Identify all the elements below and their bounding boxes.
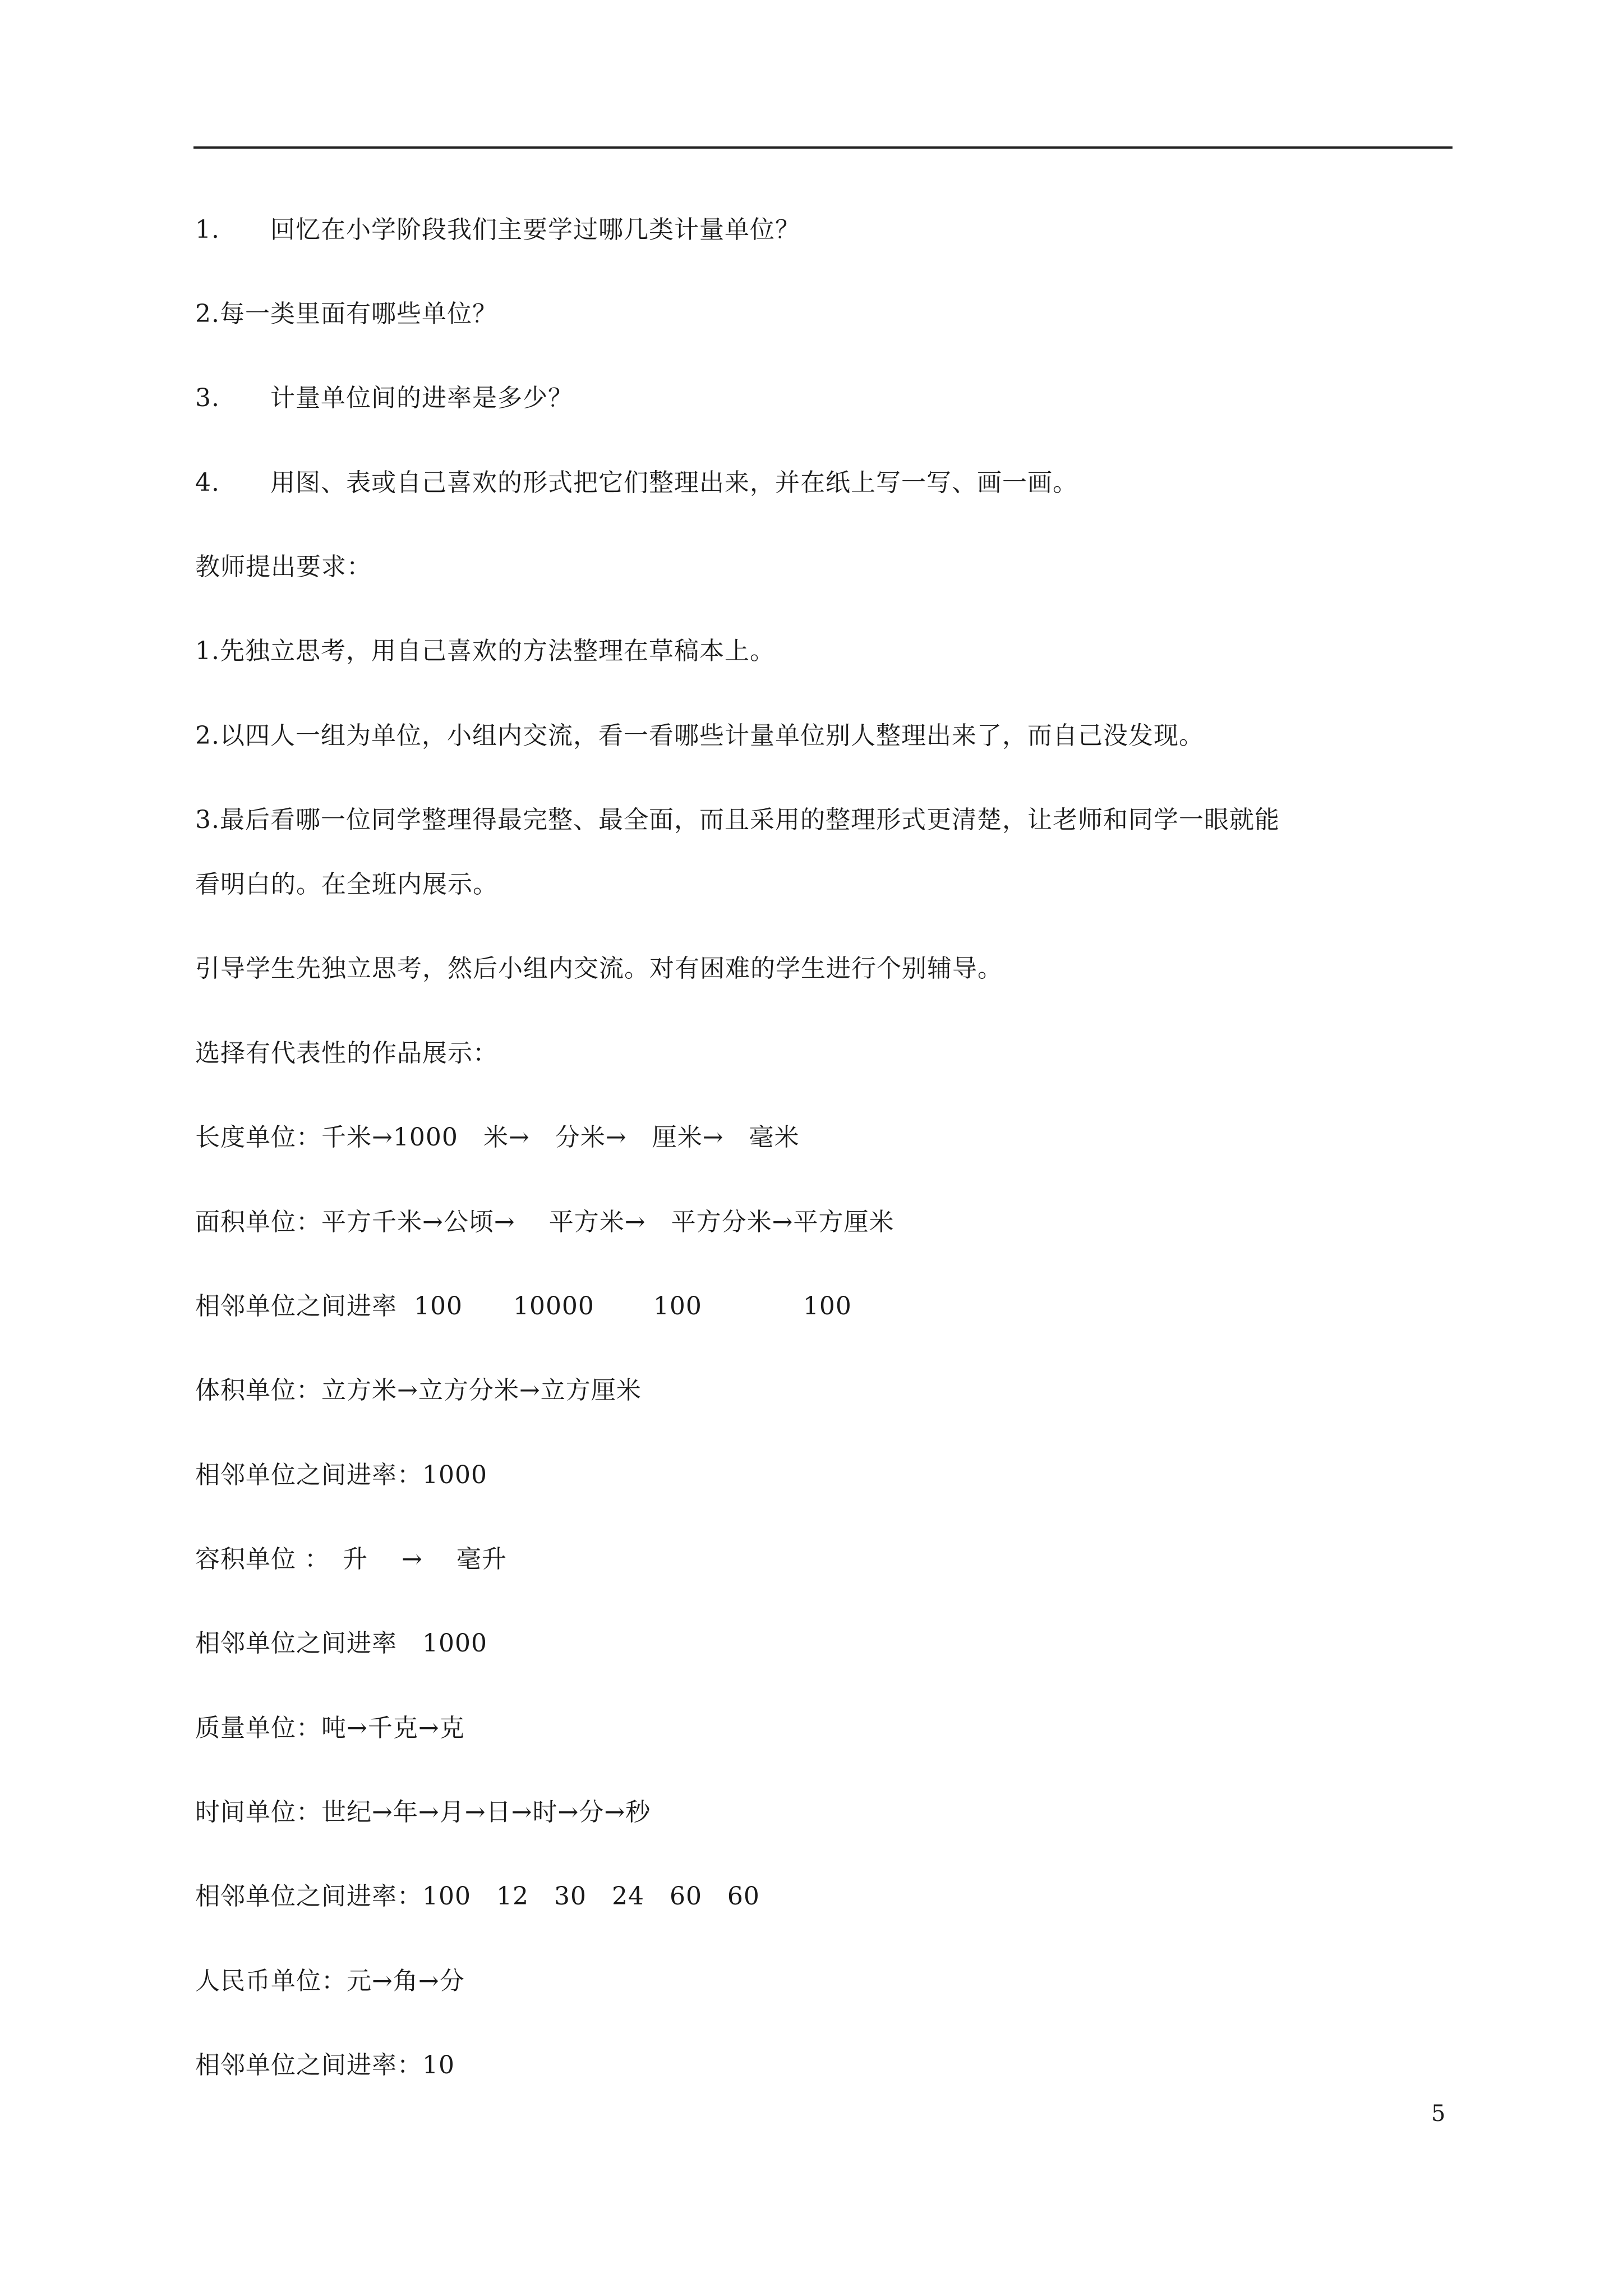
header-rule bbox=[193, 146, 1453, 149]
area-units: 面积单位：平方千米→公顷→ 平方米→ 平方分米→平方厘米 bbox=[195, 1208, 895, 1236]
rmb-rates: 相邻单位之间进率：10 bbox=[195, 2051, 455, 2079]
length-units: 长度单位：千米→1000 米→ 分米→ 厘米→ 毫米 bbox=[195, 1123, 800, 1152]
time-rates: 相邻单位之间进率：100 12 30 24 60 60 bbox=[195, 1882, 760, 1911]
requirement-3: 3.最后看哪一位同学整理得最完整、最全面，而且采用的整理形式更清楚，让老师和同学一眼就能 bbox=[195, 806, 1280, 834]
rmb-units: 人民币单位：元→角→分 bbox=[195, 1967, 465, 1995]
page-number: 5 bbox=[1431, 2101, 1446, 2127]
volume-rates: 相邻单位之间进率：1000 bbox=[195, 1461, 487, 1489]
requirement-1: 1.先独立思考，用自己喜欢的方法整理在草稿本上。 bbox=[195, 637, 775, 665]
question-3: 3. 计量单位间的进率是多少？ bbox=[195, 384, 573, 412]
teacher-requirements-heading: 教师提出要求： bbox=[195, 553, 372, 581]
area-rates: 相邻单位之间进率 100 10000 100 100 bbox=[195, 1292, 852, 1320]
requirement-2: 2.以四人一组为单位，小组内交流，看一看哪些计量单位别人整理出来了，而自己没发现。 bbox=[195, 721, 1204, 750]
volume-units: 体积单位：立方米→立方分米→立方厘米 bbox=[195, 1376, 642, 1405]
guidance-text: 引导学生先独立思考，然后小组内交流。对有困难的学生进行个别辅导。 bbox=[195, 954, 1003, 983]
time-units: 时间单位：世纪→年→月→日→时→分→秒 bbox=[195, 1798, 651, 1826]
capacity-rates: 相邻单位之间进率 1000 bbox=[195, 1629, 487, 1658]
requirement-3-continued: 看明白的。在全班内展示。 bbox=[195, 870, 498, 899]
question-1: 1. 回忆在小学阶段我们主要学过哪几类计量单位？ bbox=[195, 215, 800, 244]
showcase-heading: 选择有代表性的作品展示： bbox=[195, 1039, 498, 1068]
question-2: 2.每一类里面有哪些单位？ bbox=[195, 300, 497, 328]
capacity-units: 容积单位 ： 升 → 毫升 bbox=[195, 1545, 507, 1573]
question-4: 4. 用图、表或自己喜欢的形式把它们整理出来，并在纸上写一写、画一画。 bbox=[195, 468, 1078, 497]
mass-units: 质量单位：吨→千克→克 bbox=[195, 1714, 465, 1742]
